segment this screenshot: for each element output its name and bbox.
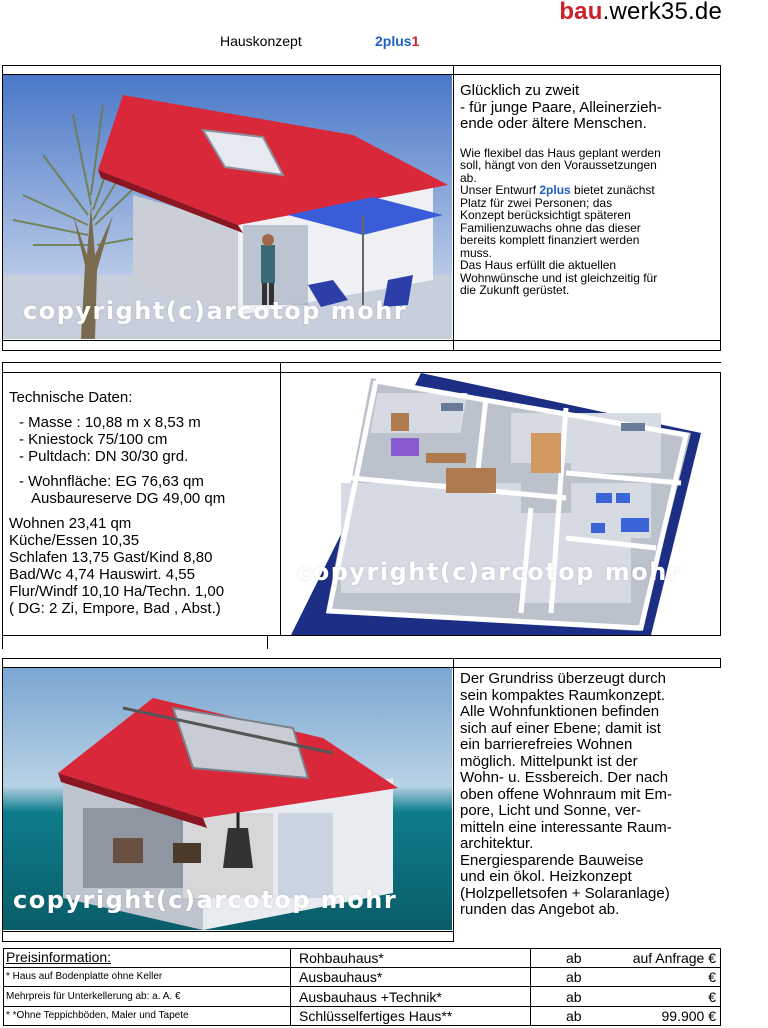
price-value: auf Anfrage € — [632, 950, 716, 966]
house-interior-image — [3, 668, 452, 930]
price-ab: ab — [566, 989, 582, 1005]
description-text: Der Grundriss überzeugt durch sein kompaktes Raumkonzept. Alle Wohnfunktionen befinden sich auf einer Ebene; damit ist ein barrierefreies Wohnen möglich. Mittelpunkt ist der Wohn- u. Essbereich. Der nach oben offene Wohnraum mit Em- pore, Licht und Sonne, ver- mitteln eine interessante Raum- architektur. Energiesparende Bauweise und ein ökol. Heizkonzept (Holzpelletsofen + Solaranlage) runden das Angebot ab. — [460, 670, 673, 918]
floorplan-image — [281, 373, 720, 635]
price-value: € — [708, 969, 716, 985]
price-item: Schlüsselfertiges Haus** — [299, 1008, 453, 1024]
price-row-schluesselfertig — [3, 1007, 721, 1025]
price-item: Ausbauhaus* — [299, 969, 383, 985]
price-ab: ab — [566, 1008, 582, 1024]
concept-name-a: 2plus — [375, 33, 412, 49]
intro-body: Wie flexibel das Haus geplant werden soll, hängt von den Voraussetzungen ab. Unser Entwurf 2plus bietet zunächst Platz für zwei Personen; das Konzept berücksichtigt späteren Familienzuwachs ohne das dieser bereits komplett finanziert werden muss. Das Haus erfüllt die aktuellen Wohnwünsche und ist gleichzeitig für die Zukunft gerüstet. — [460, 145, 661, 297]
concept-name-b: 1 — [411, 33, 420, 49]
brand-logo — [559, 0, 722, 24]
concept-name — [375, 33, 419, 49]
house-exterior-image — [3, 75, 452, 339]
intro-headline: Glücklich zu zweit - für junge Paare, Alleinerzieh- ende oder ältere Menschen. — [460, 82, 662, 132]
price-note: * *Ohne Teppichböden, Maler und Tapete — [6, 1010, 189, 1021]
concept-heading — [220, 33, 420, 49]
price-row-rohbau — [3, 949, 721, 967]
brand-part-bau: bau — [559, 0, 603, 25]
price-note: Mehrpreis für Unterkellerung ab: a. A. € — [6, 991, 181, 1002]
price-item: Rohbauhaus* — [299, 950, 384, 966]
copyright-watermark-floorplan: copyright(c)arcotop mohr — [297, 558, 682, 586]
intro-text — [460, 83, 718, 297]
price-value: 99.900 € — [661, 1008, 716, 1024]
price-value: € — [708, 989, 716, 1005]
technical-data: Technische Daten: - Masse : 10,88 m x 8,53 m - Kniestock 75/100 cm - Pultdach: DN 30/30 grd. - Wohnfläche: EG 76,63 qm Ausbaureserve DG 49,00 qm Wohnen 23,41 qm Küche/Essen 10,35 Schlafen 13,75 Gast/Kind 8,80 Bad/Wc 4,74 Hauswirt. 4,55 Flur/Windf 10,10 Ha/Techn. 1,00 ( DG: 2 Zi, Empore, Bad , Abst.) — [9, 389, 279, 617]
copyright-watermark-interior: copyright(c)arcotop mohr — [13, 886, 398, 914]
price-info-label: Preisinformation: — [6, 949, 112, 965]
price-item: Ausbauhaus +Technik* — [299, 989, 442, 1005]
price-note: * Haus auf Bodenplatte ohne Keller — [6, 971, 163, 982]
price-row-ausbau-technik — [3, 988, 721, 1006]
concept-title: Hauskonzept — [220, 33, 302, 49]
concept-name-inline: 2plus — [539, 183, 571, 197]
price-table — [0, 948, 768, 1028]
tech-title: Technische Daten: — [9, 389, 133, 406]
price-ab: ab — [566, 950, 582, 966]
price-row-ausbau — [3, 968, 721, 986]
copyright-watermark: copyright(c)arcotop mohr — [23, 297, 408, 325]
brand-part-domain: .werk35.de — [602, 0, 722, 25]
price-ab: ab — [566, 969, 582, 985]
